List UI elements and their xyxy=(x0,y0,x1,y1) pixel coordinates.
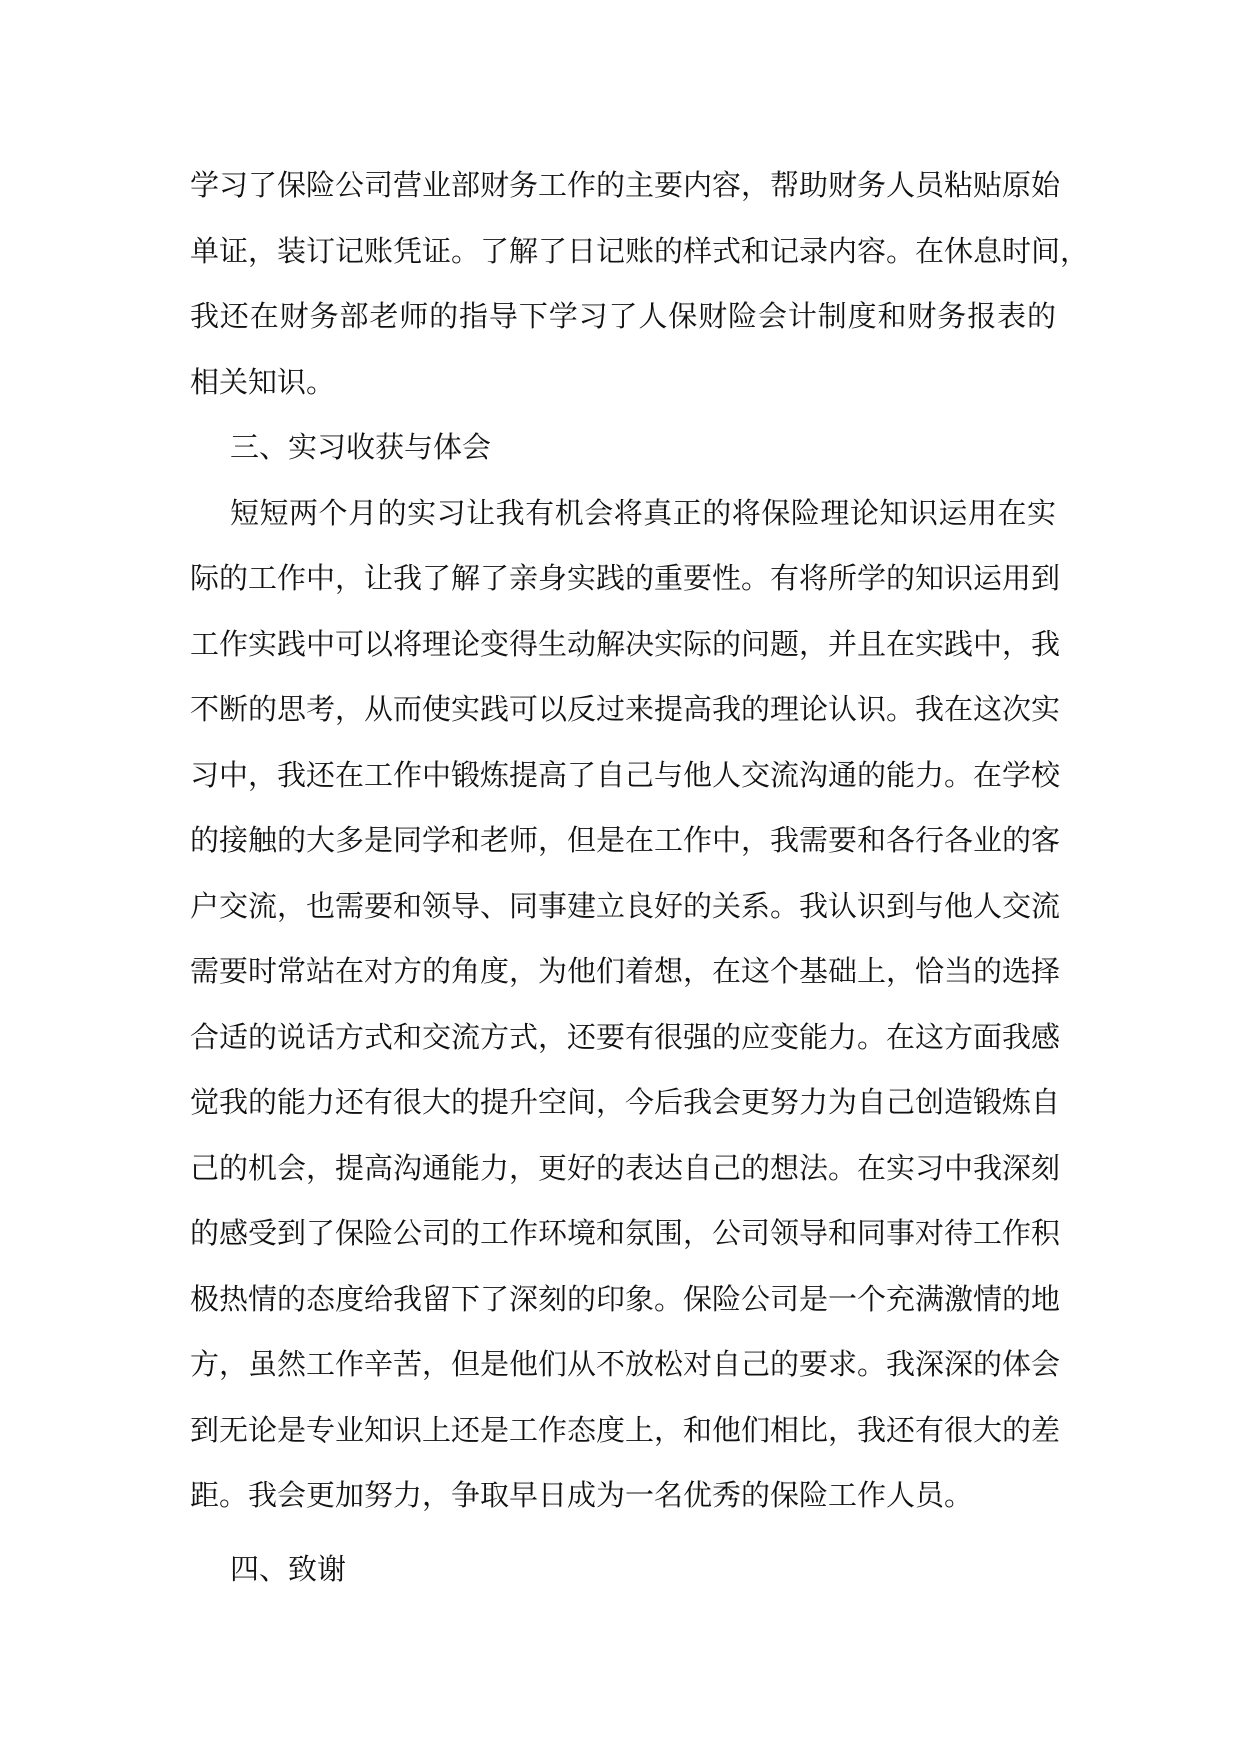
text-line: 相关知识。 xyxy=(190,364,336,399)
text-line: 户交流，也需要和领导、同事建立良好的关系。我认识到与他人交流 xyxy=(190,888,1061,923)
text-line: 己的机会，提高沟通能力，更好的表达自己的想法。在实习中我深刻 xyxy=(190,1150,1061,1185)
section-heading-thanks: 四、致谢 xyxy=(230,1551,347,1586)
text-line: 极热情的态度给我留下了深刻的印象。保险公司是一个充满激情的地 xyxy=(190,1281,1061,1316)
text-line: 不断的思考，从而使实践可以反过来提高我的理论认识。我在这次实 xyxy=(190,692,1061,726)
text-line: 习中，我还在工作中锻炼提高了自己与他人交流沟通的能力。在学校 xyxy=(190,757,1061,792)
paragraph-finance-work xyxy=(190,153,1090,415)
document-body xyxy=(190,153,1090,1602)
text-line: 单证，装订记账凭证。了解了日记账的样式和记录内容。在休息时间， xyxy=(190,233,1090,268)
text-line: 的接触的大多是同学和老师，但是在工作中，我需要和各行各业的客 xyxy=(190,823,1061,857)
text-line: 距。我会更加努力，争取早日成为一名优秀的保险工作人员。 xyxy=(190,1478,974,1512)
text-line: 方，虽然工作辛苦，但是他们从不放松对自己的要求。我深深的体会 xyxy=(190,1347,1061,1381)
text-line: 短短两个月的实习让我有机会将真正的将保险理论知识运用在实 xyxy=(230,495,1056,530)
text-line: 需要时常站在对方的角度，为他们着想，在这个基础上，恰当的选择 xyxy=(190,954,1061,988)
text-line: 合适的说话方式和交流方式，还要有很强的应变能力。在这方面我感 xyxy=(190,1019,1061,1054)
text-line: 学习了保险公司营业部财务工作的主要内容，帮助财务人员粘贴原始 xyxy=(190,168,1061,202)
paragraph-gains xyxy=(190,481,1061,1529)
text-line: 际的工作中，让我了解了亲身实践的重要性。有将所学的知识运用到 xyxy=(190,561,1061,595)
text-line: 觉我的能力还有很大的提升空间，今后我会更努力为自己创造锻炼自 xyxy=(190,1085,1061,1119)
section-heading-gains: 三、实习收获与体会 xyxy=(230,430,492,464)
text-line: 到无论是专业知识上还是工作态度上，和他们相比，我还有很大的差 xyxy=(190,1412,1061,1447)
text-line: 工作实践中可以将理论变得生动解决实际的问题，并且在实践中，我 xyxy=(190,626,1061,661)
text-line: 的感受到了保险公司的工作环境和氛围，公司领导和同事对待工作积 xyxy=(190,1216,1061,1250)
text-line: 我还在财务部老师的指导下学习了人保财险会计制度和财务报表的 xyxy=(190,299,1056,333)
